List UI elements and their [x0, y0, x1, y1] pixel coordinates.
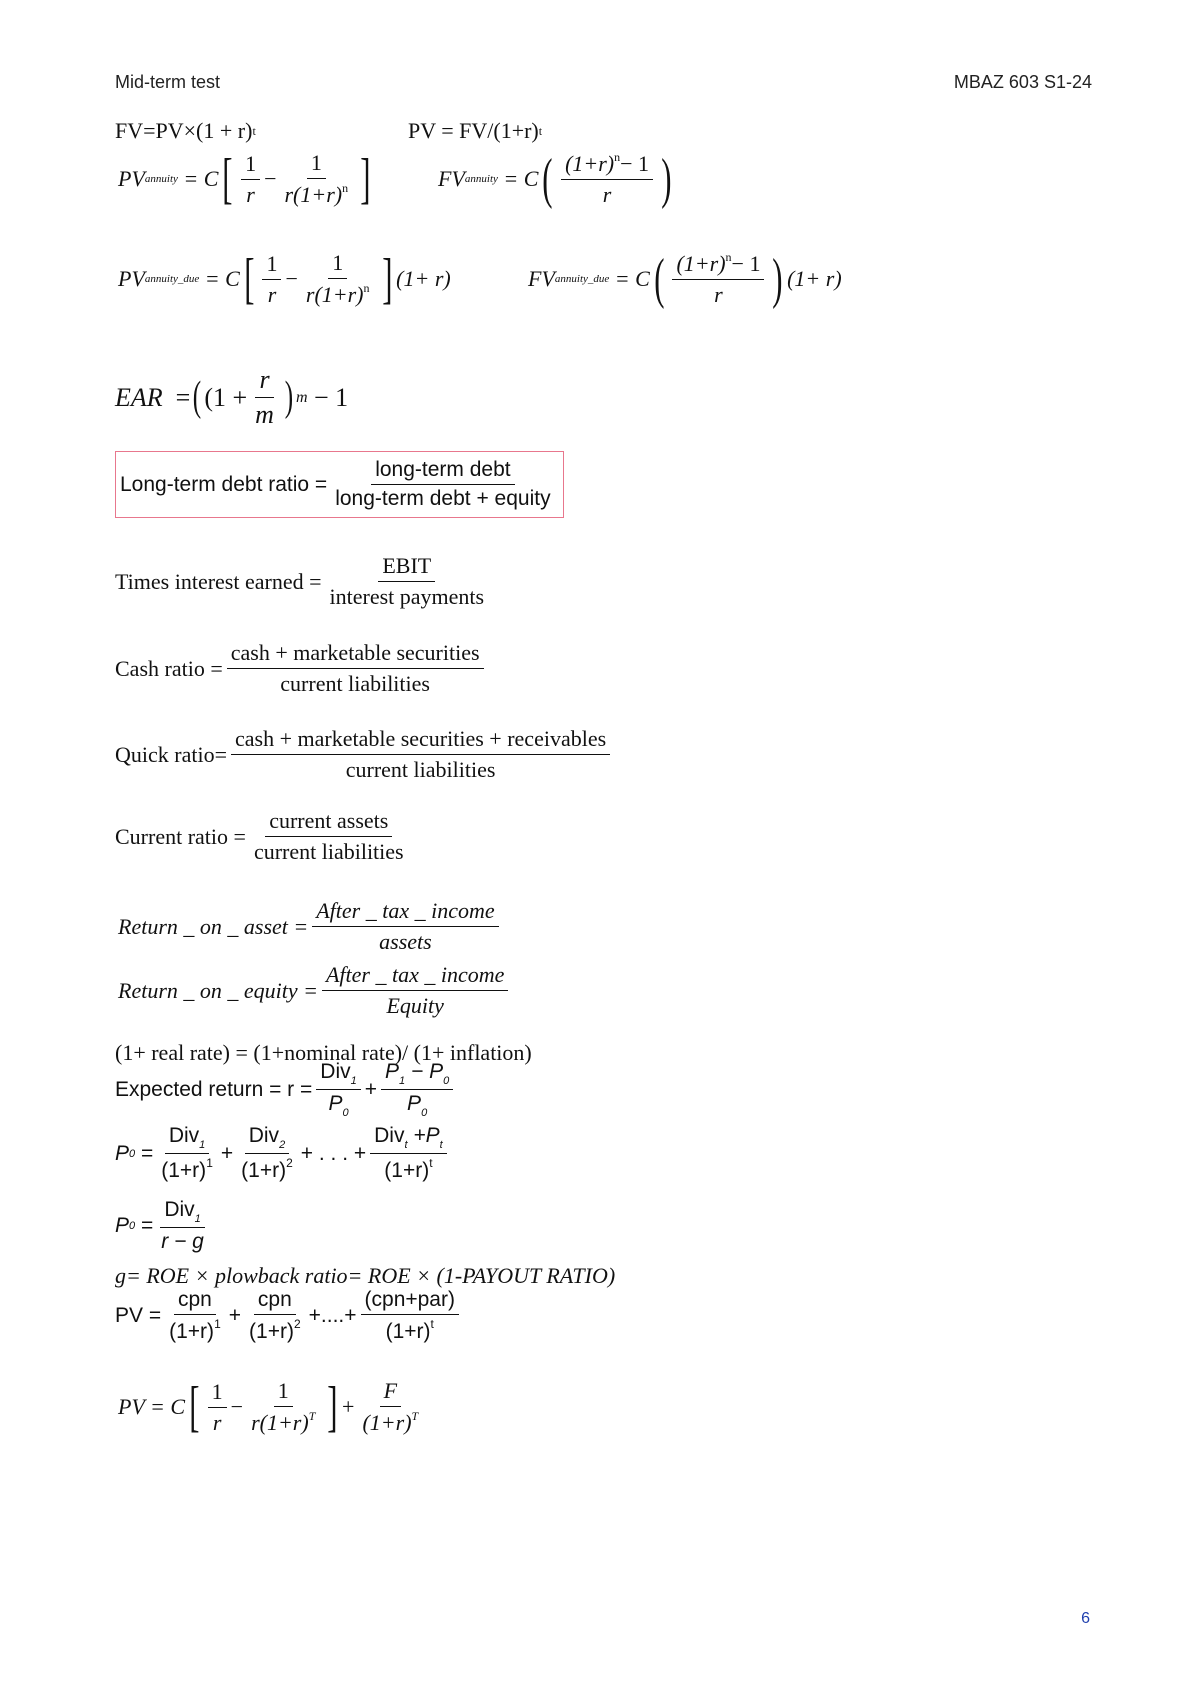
formula-ear: EAR = ( (1 + $\frac{r}{m}$ ) m − 1 — [115, 365, 349, 429]
header-left: Mid-term test — [115, 72, 221, 92]
formula-pv: PV = FV/(1+r) t — [408, 118, 543, 143]
formula-quick-ratio: Quick ratio= $\frac{\text{cash + marketable securities + receivables}}{\text{current liabilities}}$ — [115, 726, 614, 783]
header-right: MBAZ 603 S1-24 — [953, 72, 1092, 92]
formula-fv: FV=PV×(1 + r) t — [115, 118, 256, 143]
formula-expected-return: Expected return = r = $\frac{Div_1}{P_0}$ + $\frac{P_1 - P_0}{P_0}$ — [115, 1060, 457, 1119]
page-number: 6 — [1081, 1610, 1090, 1627]
formula-pv-bond: PV = C [ $\frac{1}{r}$ − $\frac{1}{r(1+r)^T}$ ] + $\frac{F}{(1+r)^T}$ — [118, 1375, 419, 1438]
formula-pv-bond-sum: PV = $\frac{\text{cpn}}{(1+r)^1}$ + $\frac{\text{cpn}}{(1+r)^2}$ +....+ $\frac{\text{(cpn+par)}}{(1+r)^t}$ — [115, 1288, 463, 1344]
formula-growth: g= ROE × plowback ratio= ROE × (1-PAYOUT RATIO) — [115, 1263, 616, 1288]
formula-pv-annuity: PV annuity = C [ $\frac{1}{r}$ − $\frac{1}{r(1+r)^n}$ ] — [118, 147, 371, 210]
formula-cash-ratio: Cash ratio = $\frac{\text{cash + marketable securities}}{\text{current liabilities}}$ — [115, 640, 488, 697]
formula-real-rate: (1+ real rate) = (1+nominal rate)/ (1+ inflation) — [115, 1040, 532, 1065]
formula-p0-gordon: P 0 = $\frac{Div_1}{r - g}$ — [115, 1198, 204, 1253]
formula-current-ratio: Current ratio = $\frac{\text{current assets}}{\text{current liabilities}}$ — [115, 808, 404, 864]
formula-fv-annuity-due: FV annuity_due = C ( $\frac{(1+r)^n- 1}{r}$ ) (1+ r) — [528, 247, 842, 310]
formula-p0-sum: P 0 = $\frac{Div_1}{(1+r)^1}$ + $\frac{Div_2}{(1+r)^2}$ + . . . + $\frac{Div_t +P_t}{(1+r)^t}$ — [115, 1124, 451, 1183]
formula-long-term-debt-ratio: Long-term debt ratio = $\frac{\text{long-term debt}}{\text{long-term debt + equity}}$ — [115, 451, 564, 518]
formula-times-interest-earned: Times interest earned = $\frac{\text{EBIT}}{\text{interest payments}}$ — [115, 553, 485, 609]
formula-return-on-equity: Return _ on _ equity = $\frac{\text{After \_ tax \_ income}}{\text{Equity}}$ — [118, 962, 512, 1019]
formula-fv-annuity: FV annuity = C ( $\frac{(1+r)^n- 1}{r}$ ) — [438, 147, 672, 210]
formula-return-on-asset: Return _ on _ asset = $\frac{\text{After \_ tax \_ income}}{\text{assets}}$ — [118, 898, 503, 955]
formula-pv-annuity-due: PV annuity_due = C [ $\frac{1}{r}$ − $\frac{1}{r(1+r)^n}$ ] (1+ r) — [118, 247, 451, 310]
